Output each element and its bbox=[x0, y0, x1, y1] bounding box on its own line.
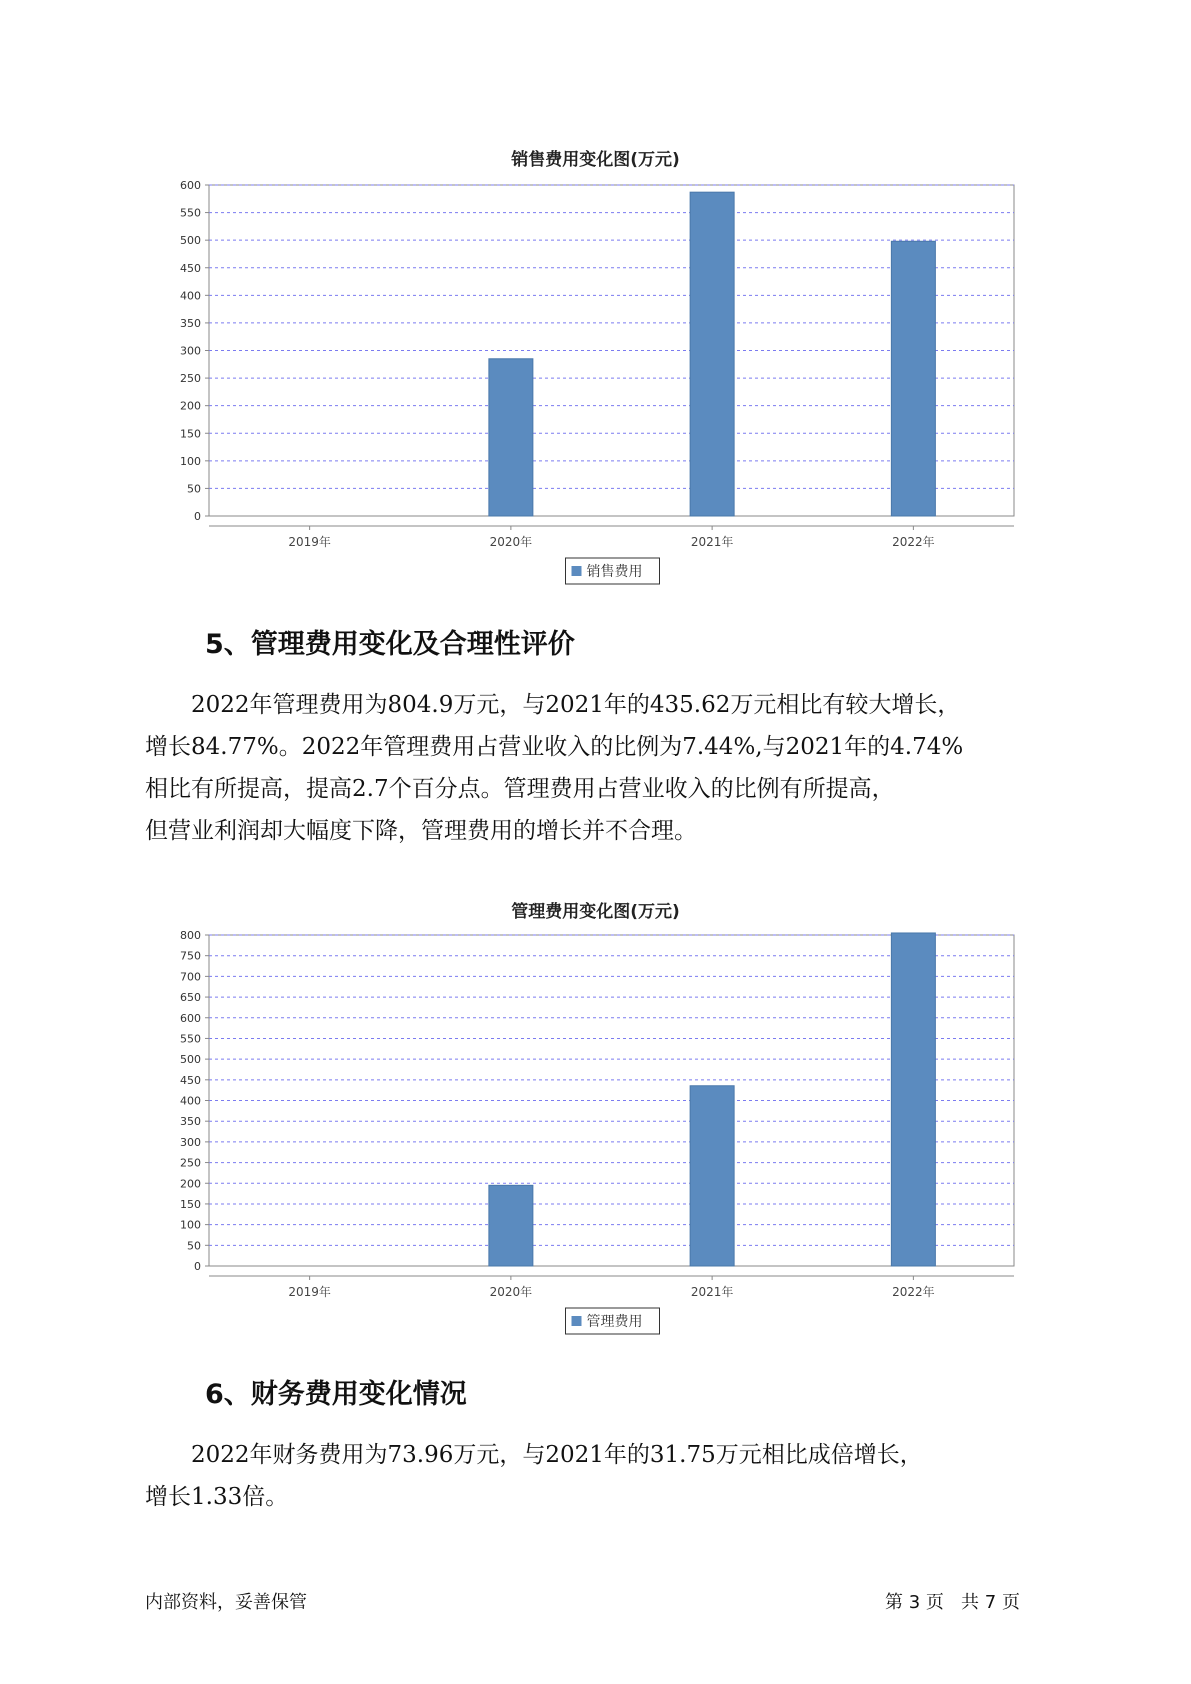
admin-ytick-label: 400 bbox=[180, 1094, 201, 1108]
admin-ytick-label: 800 bbox=[180, 929, 201, 942]
sales-ytick-label: 600 bbox=[180, 179, 201, 192]
admin-ytick-label: 500 bbox=[180, 1053, 201, 1067]
sales-xtick-label: 2020年 bbox=[489, 535, 533, 549]
section-6-heading: 6、财务费用变化情况 bbox=[205, 1379, 467, 1410]
admin-ytick-label: 550 bbox=[180, 1032, 201, 1046]
sales-ytick-label: 500 bbox=[180, 234, 201, 248]
sales-ytick-label: 450 bbox=[180, 261, 201, 275]
admin-ytick-label: 200 bbox=[180, 1177, 201, 1191]
section-6-line-1: 2022年财务费用为73.96万元，与2021年的31.75万元相比成倍增长， bbox=[145, 1442, 923, 1468]
sales-ytick-label: 0 bbox=[194, 510, 201, 523]
sales-ytick-label: 50 bbox=[187, 482, 201, 496]
admin-bar bbox=[690, 1086, 734, 1266]
admin-xtick-label: 2020年 bbox=[489, 1285, 533, 1299]
section-5-line-3: 相比有所提高，提高2.7个百分点。管理费用占营业收入的比例有所提高， bbox=[145, 776, 895, 802]
admin-legend-label: 管理费用 bbox=[586, 1314, 643, 1330]
admin-legend-swatch bbox=[572, 1316, 582, 1326]
sales-xtick-label: 2022年 bbox=[892, 535, 935, 549]
section-6-line-2: 增长1.33倍。 bbox=[145, 1484, 289, 1510]
admin-ytick-label: 100 bbox=[180, 1218, 201, 1232]
sales-ytick-label: 350 bbox=[180, 316, 201, 330]
section-5-heading: 5、管理费用变化及合理性评价 bbox=[205, 629, 575, 660]
admin-ytick-label: 650 bbox=[180, 991, 201, 1005]
sales-chart-title: 销售费用变化图(万元) bbox=[511, 150, 680, 170]
admin-expense-chart bbox=[0, 915, 1191, 1355]
section-5-paragraph bbox=[145, 684, 1065, 852]
admin-ytick-label: 50 bbox=[187, 1239, 201, 1253]
sales-legend-swatch bbox=[572, 566, 582, 576]
admin-ytick-label: 150 bbox=[180, 1197, 201, 1211]
admin-xtick-label: 2019年 bbox=[288, 1285, 331, 1299]
sales-ytick-label: 200 bbox=[180, 399, 201, 413]
admin-bar bbox=[891, 933, 935, 1266]
sales-xtick-label: 2021年 bbox=[690, 535, 734, 549]
admin-xtick-label: 2021年 bbox=[690, 1285, 734, 1299]
admin-chart-title: 管理费用变化图(万元) bbox=[511, 902, 680, 922]
footer-page-number: 第 3 页 共 7 页 bbox=[885, 1592, 1020, 1613]
admin-ytick-label: 350 bbox=[180, 1115, 201, 1129]
sales-ytick-label: 300 bbox=[180, 344, 201, 358]
admin-ytick-label: 0 bbox=[194, 1260, 201, 1273]
sales-ytick-label: 100 bbox=[180, 454, 201, 468]
admin-bar bbox=[489, 1185, 533, 1266]
section-5-line-1: 2022年管理费用为804.9万元，与2021年的435.62万元相比有较大增长， bbox=[145, 692, 961, 718]
admin-ytick-label: 700 bbox=[180, 970, 201, 984]
section-5-line-4: 但营业利润却大幅度下降，管理费用的增长并不合理。 bbox=[145, 818, 697, 844]
admin-ytick-label: 250 bbox=[180, 1156, 201, 1170]
section-5-line-2: 增长84.77%。2022年管理费用占营业收入的比例为7.44%,与2021年的4.74% bbox=[145, 734, 964, 760]
sales-expense-chart bbox=[0, 165, 1191, 605]
sales-xtick-label: 2019年 bbox=[288, 535, 331, 549]
sales-ytick-label: 150 bbox=[180, 427, 201, 441]
section-6-paragraph bbox=[145, 1434, 1065, 1518]
sales-bar bbox=[891, 241, 935, 516]
sales-ytick-label: 550 bbox=[180, 206, 201, 220]
admin-ytick-label: 450 bbox=[180, 1073, 201, 1087]
sales-bar bbox=[690, 192, 734, 516]
admin-ytick-label: 750 bbox=[180, 949, 201, 963]
admin-xtick-label: 2022年 bbox=[892, 1285, 935, 1299]
sales-ytick-label: 250 bbox=[180, 372, 201, 386]
admin-ytick-label: 300 bbox=[180, 1135, 201, 1149]
sales-legend-label: 销售费用 bbox=[586, 564, 643, 580]
admin-ytick-label: 600 bbox=[180, 1011, 201, 1025]
sales-ytick-label: 400 bbox=[180, 289, 201, 303]
sales-bar bbox=[489, 359, 533, 516]
footer-confidential-note: 内部资料，妥善保管 bbox=[145, 1592, 307, 1613]
